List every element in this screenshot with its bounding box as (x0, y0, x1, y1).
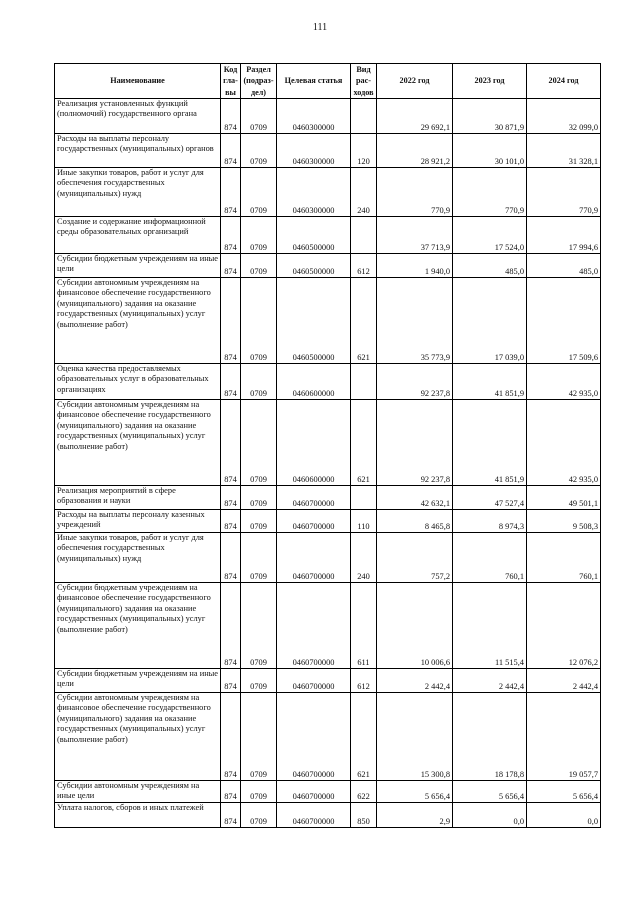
cell-2022: 2,9 (377, 803, 453, 828)
cell-2023: 0,0 (453, 803, 527, 828)
cell-2024: 17 509,6 (527, 278, 601, 364)
cell-section: 0709 (241, 254, 277, 278)
cell-2023: 47 527,4 (453, 486, 527, 510)
cell-2024: 17 994,6 (527, 217, 601, 254)
table-row (55, 803, 601, 828)
cell-2024: 485,0 (527, 254, 601, 278)
cell-code: 874 (221, 278, 241, 364)
cell-expense-type: 611 (351, 583, 377, 669)
cell-section: 0709 (241, 486, 277, 510)
cell-target: 0460700000 (277, 533, 351, 583)
cell-code: 874 (221, 99, 241, 134)
cell-target: 0460600000 (277, 364, 351, 400)
cell-expense-type: 240 (351, 533, 377, 583)
cell-2023: 30 871,9 (453, 99, 527, 134)
cell-code: 874 (221, 533, 241, 583)
cell-code: 874 (221, 486, 241, 510)
cell-2022: 29 692,1 (377, 99, 453, 134)
table-row (55, 99, 601, 134)
cell-2022: 10 006,6 (377, 583, 453, 669)
cell-code: 874 (221, 168, 241, 217)
cell-expense-type: 612 (351, 254, 377, 278)
cell-code: 874 (221, 693, 241, 781)
cell-code: 874 (221, 803, 241, 828)
cell-name: Субсидии бюджетным учреждениям на финансовое обеспечение государственного (муниципального) задания на оказание государственных (муниципальных) услуг (выполнение работ) (55, 583, 221, 669)
cell-2023: 760,1 (453, 533, 527, 583)
cell-code: 874 (221, 583, 241, 669)
cell-name: Расходы на выплаты персоналу государственных (муниципальных) органов (55, 134, 221, 168)
header-target: Целевая статья (277, 64, 351, 99)
cell-section: 0709 (241, 99, 277, 134)
cell-2023: 5 656,4 (453, 781, 527, 803)
page-number: 111 (312, 22, 328, 33)
cell-2022: 770,9 (377, 168, 453, 217)
cell-2023: 41 851,9 (453, 400, 527, 486)
cell-2022: 8 465,8 (377, 510, 453, 533)
table-row (55, 486, 601, 510)
cell-target: 0460500000 (277, 217, 351, 254)
cell-expense-type: 621 (351, 278, 377, 364)
cell-2023: 2 442,4 (453, 669, 527, 693)
cell-2024: 0,0 (527, 803, 601, 828)
cell-target: 0460700000 (277, 583, 351, 669)
cell-2024: 42 935,0 (527, 364, 601, 400)
cell-target: 0460700000 (277, 693, 351, 781)
header-expense-type: Вид рас- ходов (351, 64, 377, 99)
cell-2024: 760,1 (527, 533, 601, 583)
cell-name: Расходы на выплаты персоналу казенных учреждений (55, 510, 221, 533)
header-2024: 2024 год (527, 64, 601, 99)
cell-2024: 32 099,0 (527, 99, 601, 134)
table-row (55, 134, 601, 168)
cell-section: 0709 (241, 781, 277, 803)
table-row (55, 168, 601, 217)
cell-2024: 2 442,4 (527, 669, 601, 693)
cell-name: Субсидии автономным учреждениям на иные цели (55, 781, 221, 803)
cell-section: 0709 (241, 583, 277, 669)
table-row (55, 669, 601, 693)
cell-code: 874 (221, 669, 241, 693)
cell-code: 874 (221, 254, 241, 278)
cell-target: 0460700000 (277, 486, 351, 510)
cell-name: Реализация мероприятий в сфере образования и науки (55, 486, 221, 510)
cell-2022: 1 940,0 (377, 254, 453, 278)
cell-expense-type: 240 (351, 168, 377, 217)
cell-section: 0709 (241, 168, 277, 217)
table-row (55, 217, 601, 254)
table-row (55, 278, 601, 364)
cell-2022: 5 656,4 (377, 781, 453, 803)
cell-2022: 28 921,2 (377, 134, 453, 168)
header-2023: 2023 год (453, 64, 527, 99)
cell-target: 0460700000 (277, 669, 351, 693)
cell-expense-type (351, 99, 377, 134)
cell-2023: 41 851,9 (453, 364, 527, 400)
cell-2022: 15 300,8 (377, 693, 453, 781)
table-row (55, 254, 601, 278)
budget-table (54, 63, 601, 828)
cell-target: 0460700000 (277, 510, 351, 533)
cell-section: 0709 (241, 693, 277, 781)
header-2022: 2022 год (377, 64, 453, 99)
cell-2023: 770,9 (453, 168, 527, 217)
cell-section: 0709 (241, 134, 277, 168)
cell-name: Субсидии автономным учреждениям на финансовое обеспечение государственного (муниципального) задания на оказание государственных (муниципальных) услуг (выполнение работ) (55, 693, 221, 781)
cell-target: 0460300000 (277, 134, 351, 168)
cell-code: 874 (221, 400, 241, 486)
cell-2023: 18 178,8 (453, 693, 527, 781)
cell-2023: 17 039,0 (453, 278, 527, 364)
table-row (55, 400, 601, 486)
table-row (55, 510, 601, 533)
cell-2022: 92 237,8 (377, 400, 453, 486)
cell-name: Субсидии бюджетным учреждениям на иные цели (55, 669, 221, 693)
cell-code: 874 (221, 217, 241, 254)
cell-name: Реализация установленных функций (полномочий) государственного органа (55, 99, 221, 134)
cell-expense-type: 110 (351, 510, 377, 533)
cell-target: 0460300000 (277, 99, 351, 134)
cell-name: Субсидии автономным учреждениям на финансовое обеспечение государственного (муниципального) задания на оказание государственных (муниципальных) услуг (выполнение работ) (55, 278, 221, 364)
cell-2024: 49 501,1 (527, 486, 601, 510)
table-row (55, 364, 601, 400)
cell-2022: 42 632,1 (377, 486, 453, 510)
cell-expense-type: 621 (351, 693, 377, 781)
cell-2024: 19 057,7 (527, 693, 601, 781)
cell-2024: 5 656,4 (527, 781, 601, 803)
cell-2023: 30 101,0 (453, 134, 527, 168)
cell-2022: 92 237,8 (377, 364, 453, 400)
cell-expense-type (351, 364, 377, 400)
table-row (55, 693, 601, 781)
cell-target: 0460700000 (277, 803, 351, 828)
header-code: Код гла- вы (221, 64, 241, 99)
table-row (55, 533, 601, 583)
cell-section: 0709 (241, 533, 277, 583)
cell-expense-type: 612 (351, 669, 377, 693)
cell-2022: 37 713,9 (377, 217, 453, 254)
table-row (55, 583, 601, 669)
cell-2024: 42 935,0 (527, 400, 601, 486)
cell-2022: 35 773,9 (377, 278, 453, 364)
cell-name: Оценка качества предоставляемых образовательных услуг в образовательных организациях (55, 364, 221, 400)
cell-2023: 8 974,3 (453, 510, 527, 533)
cell-2022: 757,2 (377, 533, 453, 583)
cell-section: 0709 (241, 278, 277, 364)
cell-section: 0709 (241, 400, 277, 486)
cell-section: 0709 (241, 217, 277, 254)
cell-section: 0709 (241, 669, 277, 693)
cell-code: 874 (221, 510, 241, 533)
table-header-row (55, 64, 601, 99)
cell-2024: 31 328,1 (527, 134, 601, 168)
header-section: Раздел (подраз- дел) (241, 64, 277, 99)
cell-name: Уплата налогов, сборов и иных платежей (55, 803, 221, 828)
cell-2022: 2 442,4 (377, 669, 453, 693)
cell-name: Субсидии автономным учреждениям на финансовое обеспечение государственного (муниципального) задания на оказание государственных (муниципальных) услуг (выполнение работ) (55, 400, 221, 486)
table-row (55, 781, 601, 803)
cell-expense-type: 621 (351, 400, 377, 486)
cell-target: 0460600000 (277, 400, 351, 486)
cell-2024: 770,9 (527, 168, 601, 217)
cell-target: 0460500000 (277, 278, 351, 364)
cell-section: 0709 (241, 364, 277, 400)
cell-section: 0709 (241, 803, 277, 828)
cell-expense-type (351, 486, 377, 510)
header-name: Наименование (55, 64, 221, 99)
cell-2023: 485,0 (453, 254, 527, 278)
cell-target: 0460700000 (277, 781, 351, 803)
cell-target: 0460500000 (277, 254, 351, 278)
cell-section: 0709 (241, 510, 277, 533)
cell-name: Иные закупки товаров, работ и услуг для обеспечения государственных (муниципальных) нужд (55, 168, 221, 217)
cell-name: Иные закупки товаров, работ и услуг для обеспечения государственных (муниципальных) нужд (55, 533, 221, 583)
cell-name: Создание и содержание информационной среды образовательных организаций (55, 217, 221, 254)
cell-expense-type: 120 (351, 134, 377, 168)
cell-target: 0460300000 (277, 168, 351, 217)
cell-code: 874 (221, 134, 241, 168)
cell-code: 874 (221, 364, 241, 400)
cell-name: Субсидии бюджетным учреждениям на иные цели (55, 254, 221, 278)
cell-2023: 11 515,4 (453, 583, 527, 669)
cell-expense-type: 850 (351, 803, 377, 828)
cell-2024: 12 076,2 (527, 583, 601, 669)
cell-2023: 17 524,0 (453, 217, 527, 254)
cell-2024: 9 508,3 (527, 510, 601, 533)
cell-expense-type (351, 217, 377, 254)
cell-expense-type: 622 (351, 781, 377, 803)
cell-code: 874 (221, 781, 241, 803)
